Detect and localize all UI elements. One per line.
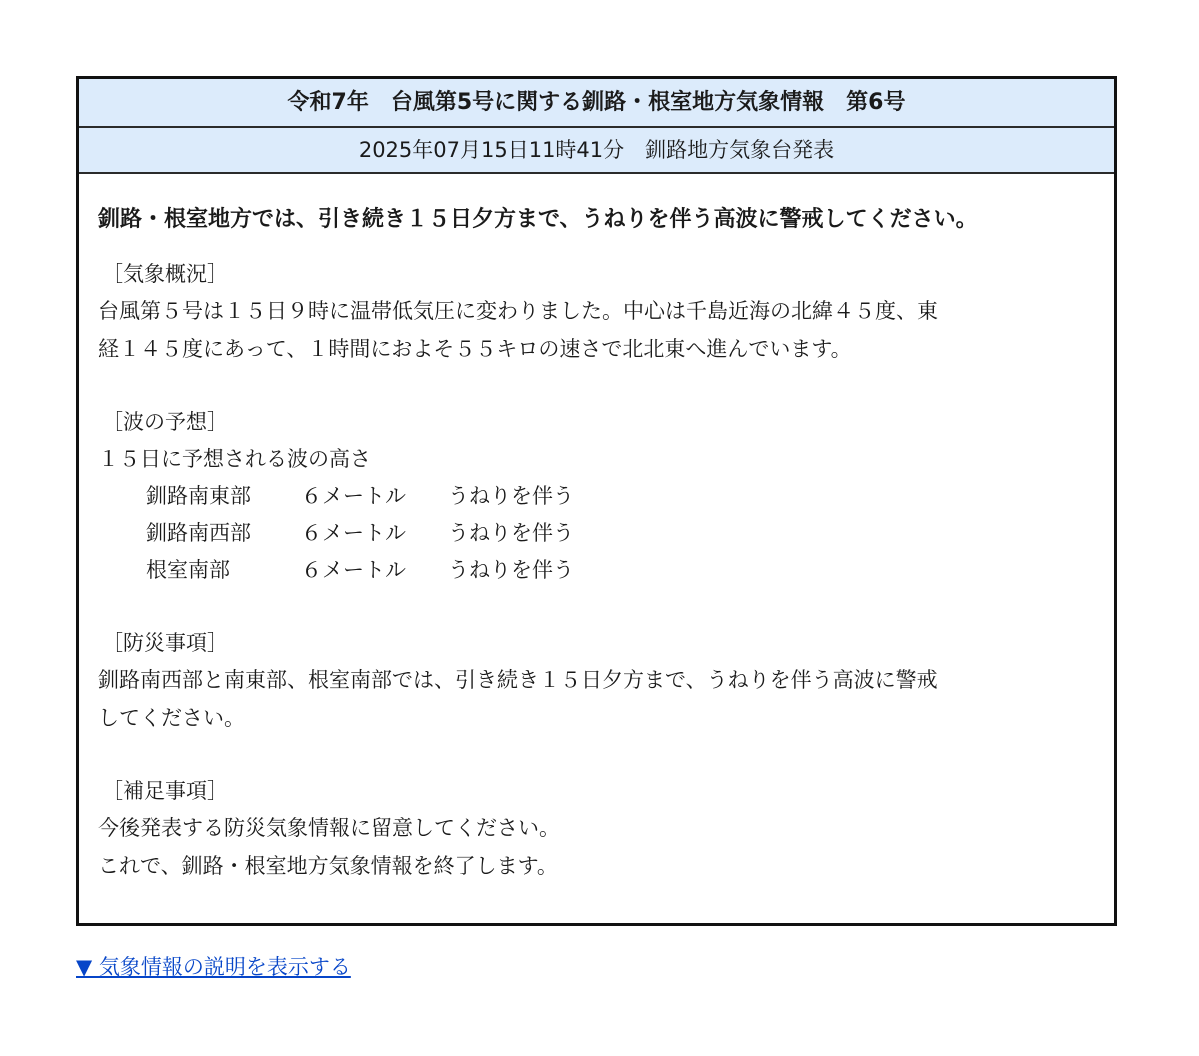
wave-forecast-row [98, 478, 1096, 515]
waves-intro: １５日に予想される波の高さ [98, 447, 371, 471]
wave-height: ６メートル [301, 521, 406, 545]
weather-bulletin [76, 76, 1117, 926]
wave-forecast-row [98, 515, 1096, 552]
supplement-text-line-1: 今後発表する防災気象情報に留意してください。 [98, 816, 560, 840]
overview-section-title: ［気象概況］ [102, 262, 228, 286]
wave-note: うねりを伴う [448, 521, 574, 545]
wave-area: 釧路南西部 [146, 521, 251, 545]
wave-note: うねりを伴う [448, 558, 574, 582]
wave-area: 釧路南東部 [146, 484, 251, 508]
wave-height: ６メートル [301, 484, 406, 508]
overview-text-line-1: 台風第５号は１５日９時に温帯低気圧に変わりました。中心は千島近海の北緯４５度、東 [98, 299, 938, 323]
wave-note: うねりを伴う [448, 484, 574, 508]
wave-area: 根室南部 [146, 558, 230, 582]
overview-text-line-2: 経１４５度にあって、１時間におよそ５５キロの速さで北北東へ進んでいます。 [98, 337, 852, 361]
supplement-section-title: ［補足事項］ [102, 779, 228, 803]
disaster-text-line-2: してください。 [98, 706, 245, 730]
show-explanation-link[interactable]: ▼ 気象情報の説明を表示する [76, 955, 351, 979]
waves-section-title: ［波の予想］ [102, 410, 228, 434]
bulletin-title: 令和7年 台風第5号に関する釧路・根室地方気象情報 第6号 [79, 79, 1114, 128]
wave-forecast-row [98, 552, 1096, 589]
wave-height: ６メートル [301, 558, 406, 582]
disaster-text-line-1: 釧路南西部と南東部、根室南部では、引き続き１５日夕方まで、うねりを伴う高波に警戒 [98, 668, 938, 692]
bulletin-issued-time: 2025年07月15日11時41分 釧路地方気象台発表 [79, 128, 1114, 174]
disaster-section-title: ［防災事項］ [102, 631, 228, 655]
bulletin-body [79, 174, 1114, 885]
bulletin-headline: 釧路・根室地方では、引き続き１５日夕方まで、うねりを伴う高波に警戒してください。 [98, 207, 978, 232]
supplement-text-line-2: これで、釧路・根室地方気象情報を終了します。 [98, 854, 558, 878]
